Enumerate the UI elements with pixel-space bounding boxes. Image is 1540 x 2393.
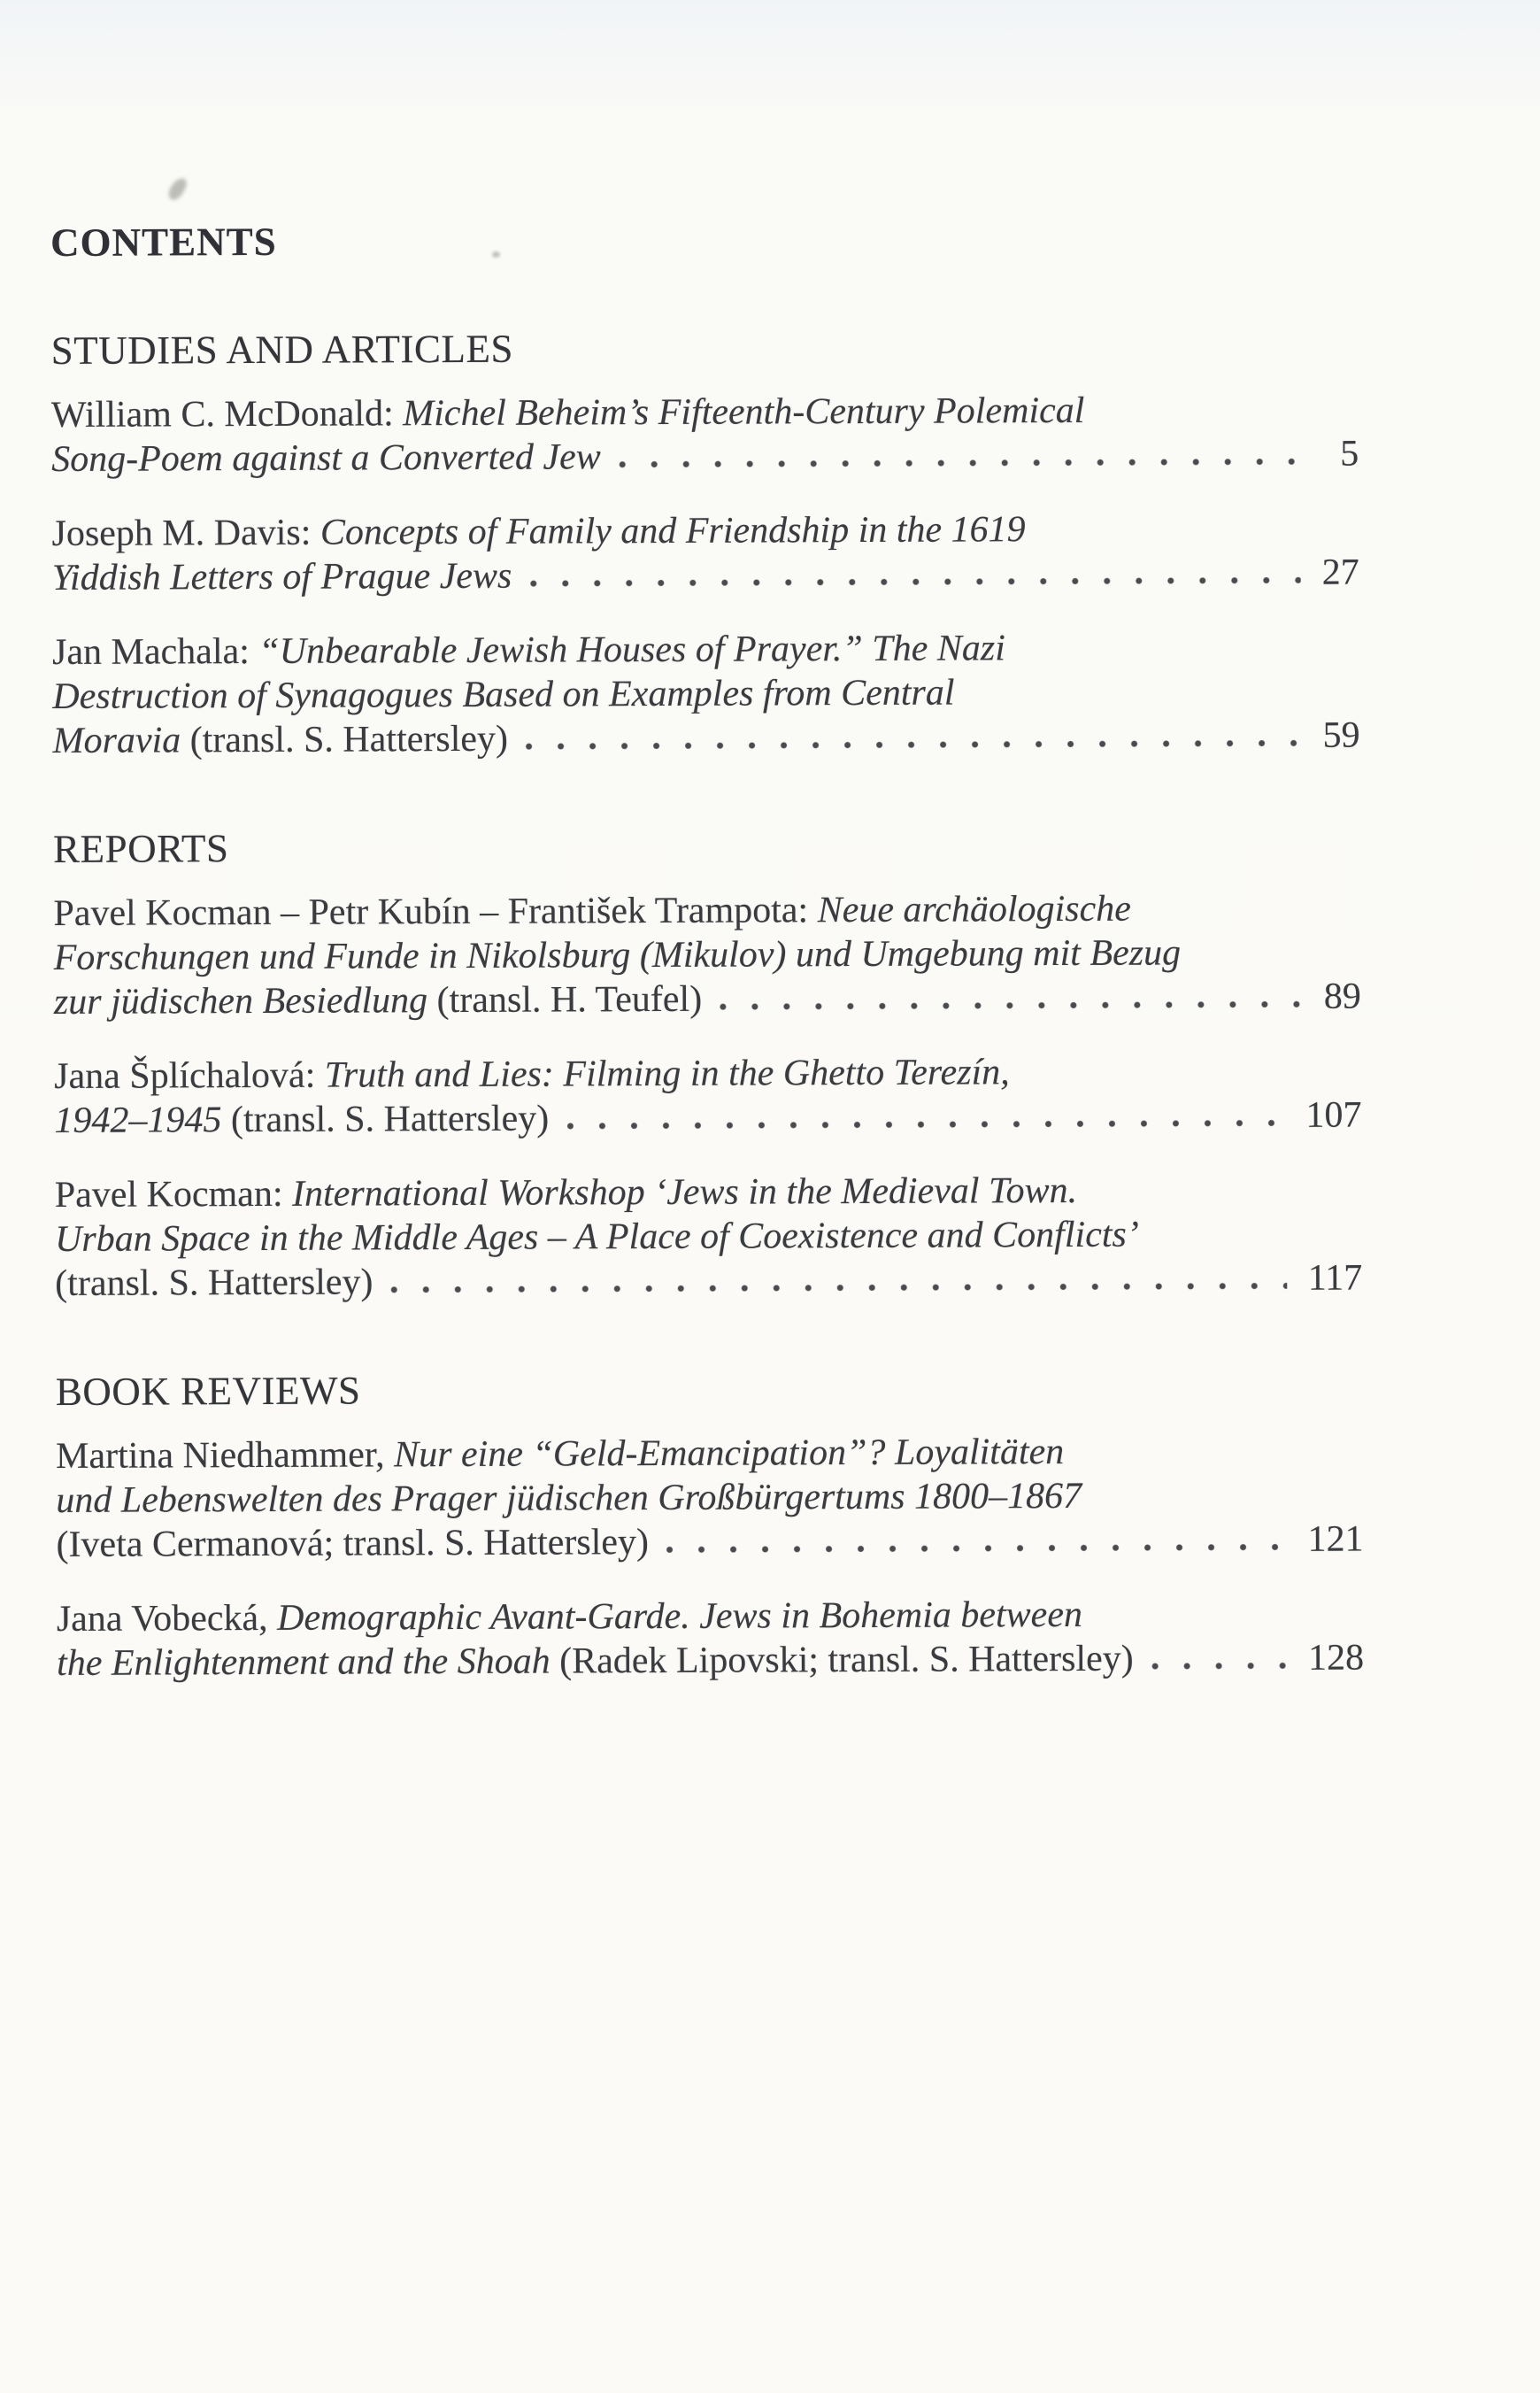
author-segment: Joseph M. Davis: xyxy=(51,512,320,554)
toc-line xyxy=(52,669,1359,719)
dot-leader xyxy=(666,1543,1287,1554)
work-title-segment: 1942–1945 xyxy=(54,1100,222,1141)
line-text xyxy=(52,673,954,717)
line-text xyxy=(55,1215,1139,1260)
line-text xyxy=(54,932,1182,978)
work-title-segment: Song-Poem against a Converted Jew xyxy=(51,436,601,480)
line-text xyxy=(57,1594,1082,1640)
toc-line xyxy=(53,886,1360,936)
toc-line xyxy=(57,1592,1364,1641)
toc-entry xyxy=(57,1592,1364,1686)
work-title-segment: Moravia xyxy=(52,720,181,761)
page-number: 128 xyxy=(1307,1637,1365,1679)
page-number: 117 xyxy=(1307,1257,1363,1299)
toc-line xyxy=(51,388,1359,437)
author-segment: Jana Šplíchalová: xyxy=(54,1054,325,1097)
toc-line xyxy=(54,930,1361,980)
work-title-segment: Nur eine “Geld-Emancipation”? Loyalitäten xyxy=(394,1432,1065,1476)
dot-leader xyxy=(720,1000,1303,1011)
author-segment: (transl. H. Teufel) xyxy=(427,978,703,1022)
toc-line xyxy=(56,1429,1363,1478)
toc-line xyxy=(56,1473,1363,1523)
line-text xyxy=(56,1476,1082,1521)
section-heading: STUDIES AND ARTICLES xyxy=(50,326,514,373)
dot-leader xyxy=(529,576,1300,588)
line-text xyxy=(54,1097,549,1143)
toc-line xyxy=(52,551,1359,600)
toc-line xyxy=(51,506,1359,556)
work-title-segment: Michel Beheim’s Fifteenth-Century Polemical xyxy=(403,390,1085,435)
page-title: CONTENTS xyxy=(50,219,277,265)
page-number: 5 xyxy=(1340,433,1359,475)
toc-line xyxy=(56,1517,1363,1567)
author-segment: Martina Niedhammer, xyxy=(55,1434,395,1477)
toc-entry xyxy=(53,886,1361,1024)
dot-leader xyxy=(619,458,1319,468)
author-segment: (transl. S. Hattersley) xyxy=(55,1262,373,1304)
toc-line xyxy=(57,1636,1364,1686)
page-number: 89 xyxy=(1323,976,1361,1017)
work-title-segment: “Unbearable Jewish Houses of Prayer.” The Nazi xyxy=(258,628,1005,672)
line-text xyxy=(51,390,1085,436)
author-segment: (Radek Lipovski; transl. S. Hattersley) xyxy=(550,1638,1134,1682)
toc-line xyxy=(55,1256,1362,1306)
line-text xyxy=(52,717,508,763)
line-text xyxy=(55,1170,1077,1216)
toc-line xyxy=(55,1212,1362,1262)
toc-line xyxy=(54,1049,1361,1099)
author-segment: Jan Machala: xyxy=(52,630,259,673)
work-title-segment: the Enlightenment and the Shoah xyxy=(57,1640,551,1684)
line-text xyxy=(56,1520,649,1567)
work-title-segment: Forschungen und Funde in Nikolsburg (Mikulov) und Umgebung mit Bezug xyxy=(53,932,1182,978)
line-text xyxy=(54,977,703,1024)
scan-speck xyxy=(166,175,189,203)
toc-entry xyxy=(55,1168,1363,1306)
line-text xyxy=(53,889,1131,934)
toc-line xyxy=(54,975,1361,1024)
toc-entry xyxy=(51,388,1359,482)
page-number: 59 xyxy=(1322,714,1360,756)
page-number: 107 xyxy=(1305,1094,1362,1136)
author-segment: Jana Vobecká, xyxy=(56,1597,278,1640)
toc-entry xyxy=(56,1429,1364,1567)
author-segment: (transl. S. Hattersley) xyxy=(221,1098,550,1141)
line-text xyxy=(52,554,512,600)
author-segment: Pavel Kocman – Petr Kubín – František Trampota: xyxy=(53,890,818,934)
author-segment: William C. McDonald: xyxy=(50,393,404,436)
dot-leader xyxy=(526,739,1302,751)
dot-leader xyxy=(566,1119,1284,1131)
author-segment: (transl. S. Hattersley) xyxy=(181,718,509,761)
line-text xyxy=(57,1637,1134,1686)
work-title-segment: Concepts of Family and Friendship in the 1619 xyxy=(320,509,1026,553)
toc-line xyxy=(52,625,1359,675)
page-number: 27 xyxy=(1321,552,1359,593)
toc-entry xyxy=(54,1049,1361,1143)
line-text xyxy=(51,435,601,482)
work-title-segment: International Workshop ‘Jews in the Medieval Town. xyxy=(291,1169,1078,1215)
toc-line xyxy=(51,432,1359,482)
author-segment: (Iveta Cermanová; transl. S. Hattersley) xyxy=(56,1522,650,1565)
line-text xyxy=(54,1052,1010,1097)
line-text xyxy=(52,628,1005,673)
work-title-segment: und Lebenswelten des Prager jüdischen Großbürgertums 1800–1867 xyxy=(56,1475,1082,1521)
toc-line xyxy=(55,1168,1362,1217)
work-title-segment: Destruction of Synagogues Based on Examples from Central xyxy=(52,672,955,717)
work-title-segment: Neue archäologische xyxy=(817,888,1131,931)
line-text xyxy=(55,1260,373,1306)
toc-entry xyxy=(52,625,1360,763)
section-heading: BOOK REVIEWS xyxy=(55,1368,361,1414)
work-title-segment: Demographic Avant-Garde. Jews in Bohemia between xyxy=(277,1594,1083,1639)
toc-entry xyxy=(51,506,1359,600)
toc-line xyxy=(54,1093,1361,1143)
dot-leader xyxy=(1151,1662,1287,1671)
page-content xyxy=(50,215,1364,1686)
line-text xyxy=(51,509,1025,554)
line-text xyxy=(56,1432,1064,1477)
toc-line xyxy=(52,714,1359,763)
work-title-segment: Truth and Lies: Filming in the Ghetto Terezín, xyxy=(324,1052,1010,1096)
work-title-segment: Urban Space in the Middle Ages – A Place of Coexistence and Conflicts’ xyxy=(54,1214,1139,1260)
table-of-contents xyxy=(51,323,1365,1686)
work-title-segment: Yiddish Letters of Prague Jews xyxy=(51,555,512,598)
dot-leader xyxy=(391,1282,1287,1293)
author-segment: Pavel Kocman: xyxy=(54,1173,293,1216)
work-title-segment: zur jüdischen Besiedlung xyxy=(53,980,428,1023)
section-heading: REPORTS xyxy=(52,826,229,871)
page-number: 121 xyxy=(1307,1518,1364,1560)
